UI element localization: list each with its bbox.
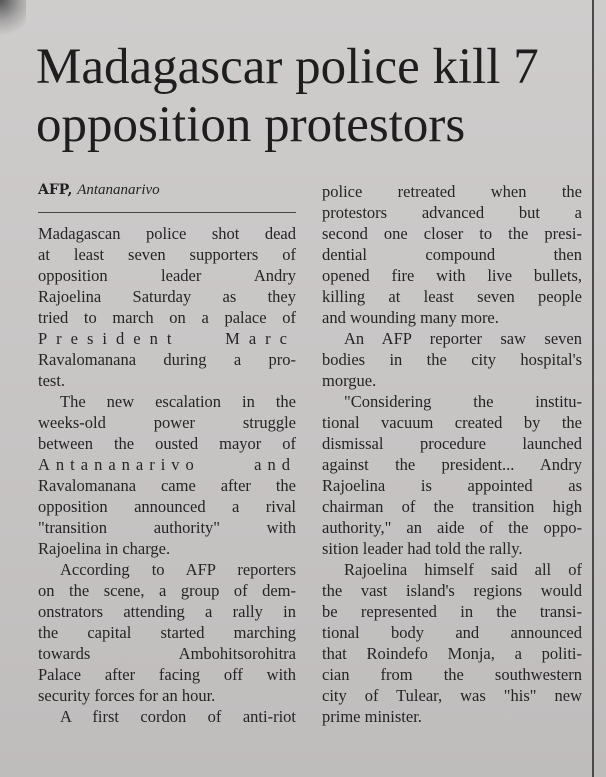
text-line: Madagascan police shot dead — [38, 224, 296, 243]
text-line: security forces for an hour. — [38, 686, 216, 705]
byline-agency: AFP, — [38, 182, 73, 198]
headline — [36, 38, 592, 154]
text-line: dential compound then — [322, 245, 582, 264]
text-line: tional vacuum created by the — [322, 413, 582, 432]
text-line: police retreated when the — [322, 182, 582, 201]
article-column-right — [322, 181, 582, 727]
text-line: Rajoelina in charge. — [38, 539, 171, 558]
text-line: opposition leader Andry — [38, 266, 296, 285]
text-line: and wounding many more. — [322, 308, 499, 327]
text-line: the vast island's regions would — [322, 581, 582, 600]
text-line: Ravalomanana during a pro- — [38, 350, 296, 369]
article-column-left — [38, 223, 296, 727]
text-line: Rajoelina Saturday as they — [38, 287, 296, 306]
text-line: killing at least seven people — [322, 287, 582, 306]
text-line: bodies in the city hospital's — [322, 350, 582, 369]
text-line: "transition authority" with — [38, 518, 296, 537]
text-line: protestors advanced but a — [322, 203, 582, 222]
text-line: onstrators attending a rally in — [38, 602, 296, 621]
text-line: According to AFP reporters — [60, 560, 296, 579]
text-line: Antananarivo and — [38, 455, 296, 474]
text-line: be represented in the transi- — [322, 602, 582, 621]
text-line: weeks-old power struggle — [38, 413, 296, 432]
headline-line-1: Madagascar police kill 7 — [36, 39, 539, 95]
text-line: tried to march on a palace of — [38, 308, 296, 327]
byline — [38, 180, 160, 199]
text-line: at least seven supporters of — [38, 245, 296, 264]
text-line: The new escalation in the — [60, 392, 296, 411]
text-line: A first cordon of anti-riot — [60, 707, 296, 726]
text-line: tional body and announced — [322, 623, 582, 642]
text-line: authority," an aide of the oppo- — [322, 518, 582, 537]
headline-line-2: opposition protestors — [36, 97, 466, 153]
text-line: opposition announced a rival — [38, 497, 296, 516]
text-line: opened fire with live bullets, — [322, 266, 582, 285]
text-line: Rajoelina himself said all of — [344, 560, 582, 579]
text-line: Palace after facing off with — [38, 665, 296, 684]
text-line: on the scene, a group of dem- — [38, 581, 296, 600]
text-line: second one closer to the presi- — [322, 224, 582, 243]
byline-place: Antananarivo — [77, 182, 160, 198]
text-line: between the ousted mayor of — [38, 434, 296, 453]
column-border-rule — [592, 0, 594, 777]
text-line: city of Tulear, was "his" new — [322, 686, 582, 705]
byline-divider — [38, 212, 296, 213]
text-line: President Marc — [38, 329, 296, 348]
text-line: sition leader had told the rally. — [322, 539, 523, 558]
text-line: test. — [38, 371, 66, 390]
text-line: prime minister. — [322, 707, 422, 726]
text-line: against the president... Andry — [322, 455, 582, 474]
text-line: towards Ambohitsorohitra — [38, 644, 296, 663]
text-line: Rajoelina is appointed as — [322, 476, 582, 495]
page-corner-shadow — [0, 0, 26, 40]
text-line: cian from the southwestern — [322, 665, 582, 684]
text-line: chairman of the transition high — [322, 497, 582, 516]
text-line: dismissal procedure launched — [322, 434, 582, 453]
text-line: "Considering the institu- — [344, 392, 582, 411]
text-line: Ravalomanana came after the — [38, 476, 296, 495]
text-line: An AFP reporter saw seven — [344, 329, 582, 348]
text-line: the capital started marching — [38, 623, 296, 642]
text-line: morgue. — [322, 371, 377, 390]
text-line: that Roindefo Monja, a politi- — [322, 644, 582, 663]
